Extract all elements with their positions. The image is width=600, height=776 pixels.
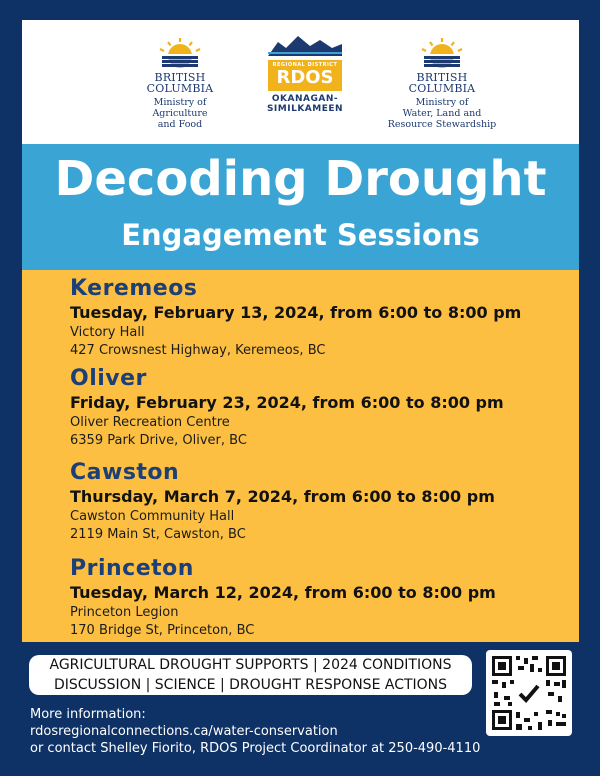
event-town: Oliver — [70, 366, 147, 391]
more-info-contact: or contact Shelley Fiorito, RDOS Project Coordinator at 250-490-4110 — [30, 741, 481, 756]
event-item — [70, 460, 570, 544]
page-title: Decoding Drought — [54, 151, 547, 207]
bc-name-line2: COLUMBIA — [146, 82, 214, 95]
bc-name-line1: BRITISH — [416, 71, 468, 84]
bc-agriculture-logo — [130, 34, 230, 130]
event-address: 427 Crowsnest Highway, Keremeos, BC — [70, 343, 326, 358]
event-item — [70, 276, 570, 360]
event-datetime: Tuesday, March 12, 2024, from 6:00 to 8:00 pm — [70, 583, 496, 602]
flyer — [22, 20, 579, 642]
more-info-label: More information: — [30, 707, 146, 722]
ministry-line: Ministry of — [153, 97, 207, 108]
mountains-icon — [268, 34, 342, 56]
event-town: Princeton — [70, 556, 194, 581]
logo-strip — [22, 20, 579, 144]
ministry-line: Resource Stewardship — [387, 119, 497, 130]
more-info-link[interactable]: rdosregionalconnections.ca/water-conservation — [30, 724, 338, 739]
rdos-main-text: RDOS — [276, 67, 334, 88]
rdos-logo — [265, 34, 345, 114]
event-town: Keremeos — [70, 276, 198, 301]
topics-line2: DISCUSSION | SCIENCE | DROUGHT RESPONSE ACTIONS — [53, 677, 448, 693]
page-subtitle: Engagement Sessions — [121, 218, 480, 252]
event-address: 170 Bridge St, Princeton, BC — [70, 623, 255, 638]
more-info — [30, 706, 500, 757]
event-datetime: Thursday, March 7, 2024, from 6:00 to 8:00 pm — [70, 487, 495, 506]
event-address: 6359 Park Drive, Oliver, BC — [70, 433, 247, 448]
bc-sun-icon — [154, 34, 206, 68]
rdos-top-text: REGIONAL DISTRICT — [272, 62, 338, 68]
event-item — [70, 556, 570, 640]
event-list — [22, 270, 579, 642]
title-band — [22, 144, 579, 270]
ministry-line: Agriculture — [152, 108, 208, 119]
ministry-name — [382, 97, 502, 130]
rdos-tag-line2: SIMILKAMEEN — [266, 104, 344, 114]
bc-name-line2: COLUMBIA — [408, 82, 476, 95]
rdos-badge — [268, 60, 342, 91]
event-venue: Oliver Recreation Centre — [70, 415, 230, 430]
event-address: 2119 Main St, Cawston, BC — [70, 527, 246, 542]
ministry-line: Water, Land and — [402, 108, 482, 119]
rdos-tag-line1: OKANAGAN- — [271, 94, 339, 104]
ministry-line: and Food — [157, 119, 203, 130]
event-town: Cawston — [70, 460, 180, 485]
ministry-name — [130, 97, 230, 130]
event-venue: Victory Hall — [70, 325, 145, 340]
bc-name-line1: BRITISH — [154, 71, 206, 84]
ministry-line: Ministry of — [415, 97, 469, 108]
event-datetime: Friday, February 23, 2024, from 6:00 to 8:00 pm — [70, 393, 504, 412]
event-datetime: Tuesday, February 13, 2024, from 6:00 to 8:00 pm — [70, 303, 522, 322]
topics-line1: AGRICULTURAL DROUGHT SUPPORTS | 2024 CONDITIONS — [49, 657, 452, 673]
bc-water-logo — [382, 34, 502, 130]
event-item — [70, 366, 570, 450]
topics-banner — [29, 655, 472, 695]
event-venue: Cawston Community Hall — [70, 509, 235, 524]
event-venue: Princeton Legion — [70, 605, 179, 620]
bc-sun-icon — [416, 34, 468, 68]
